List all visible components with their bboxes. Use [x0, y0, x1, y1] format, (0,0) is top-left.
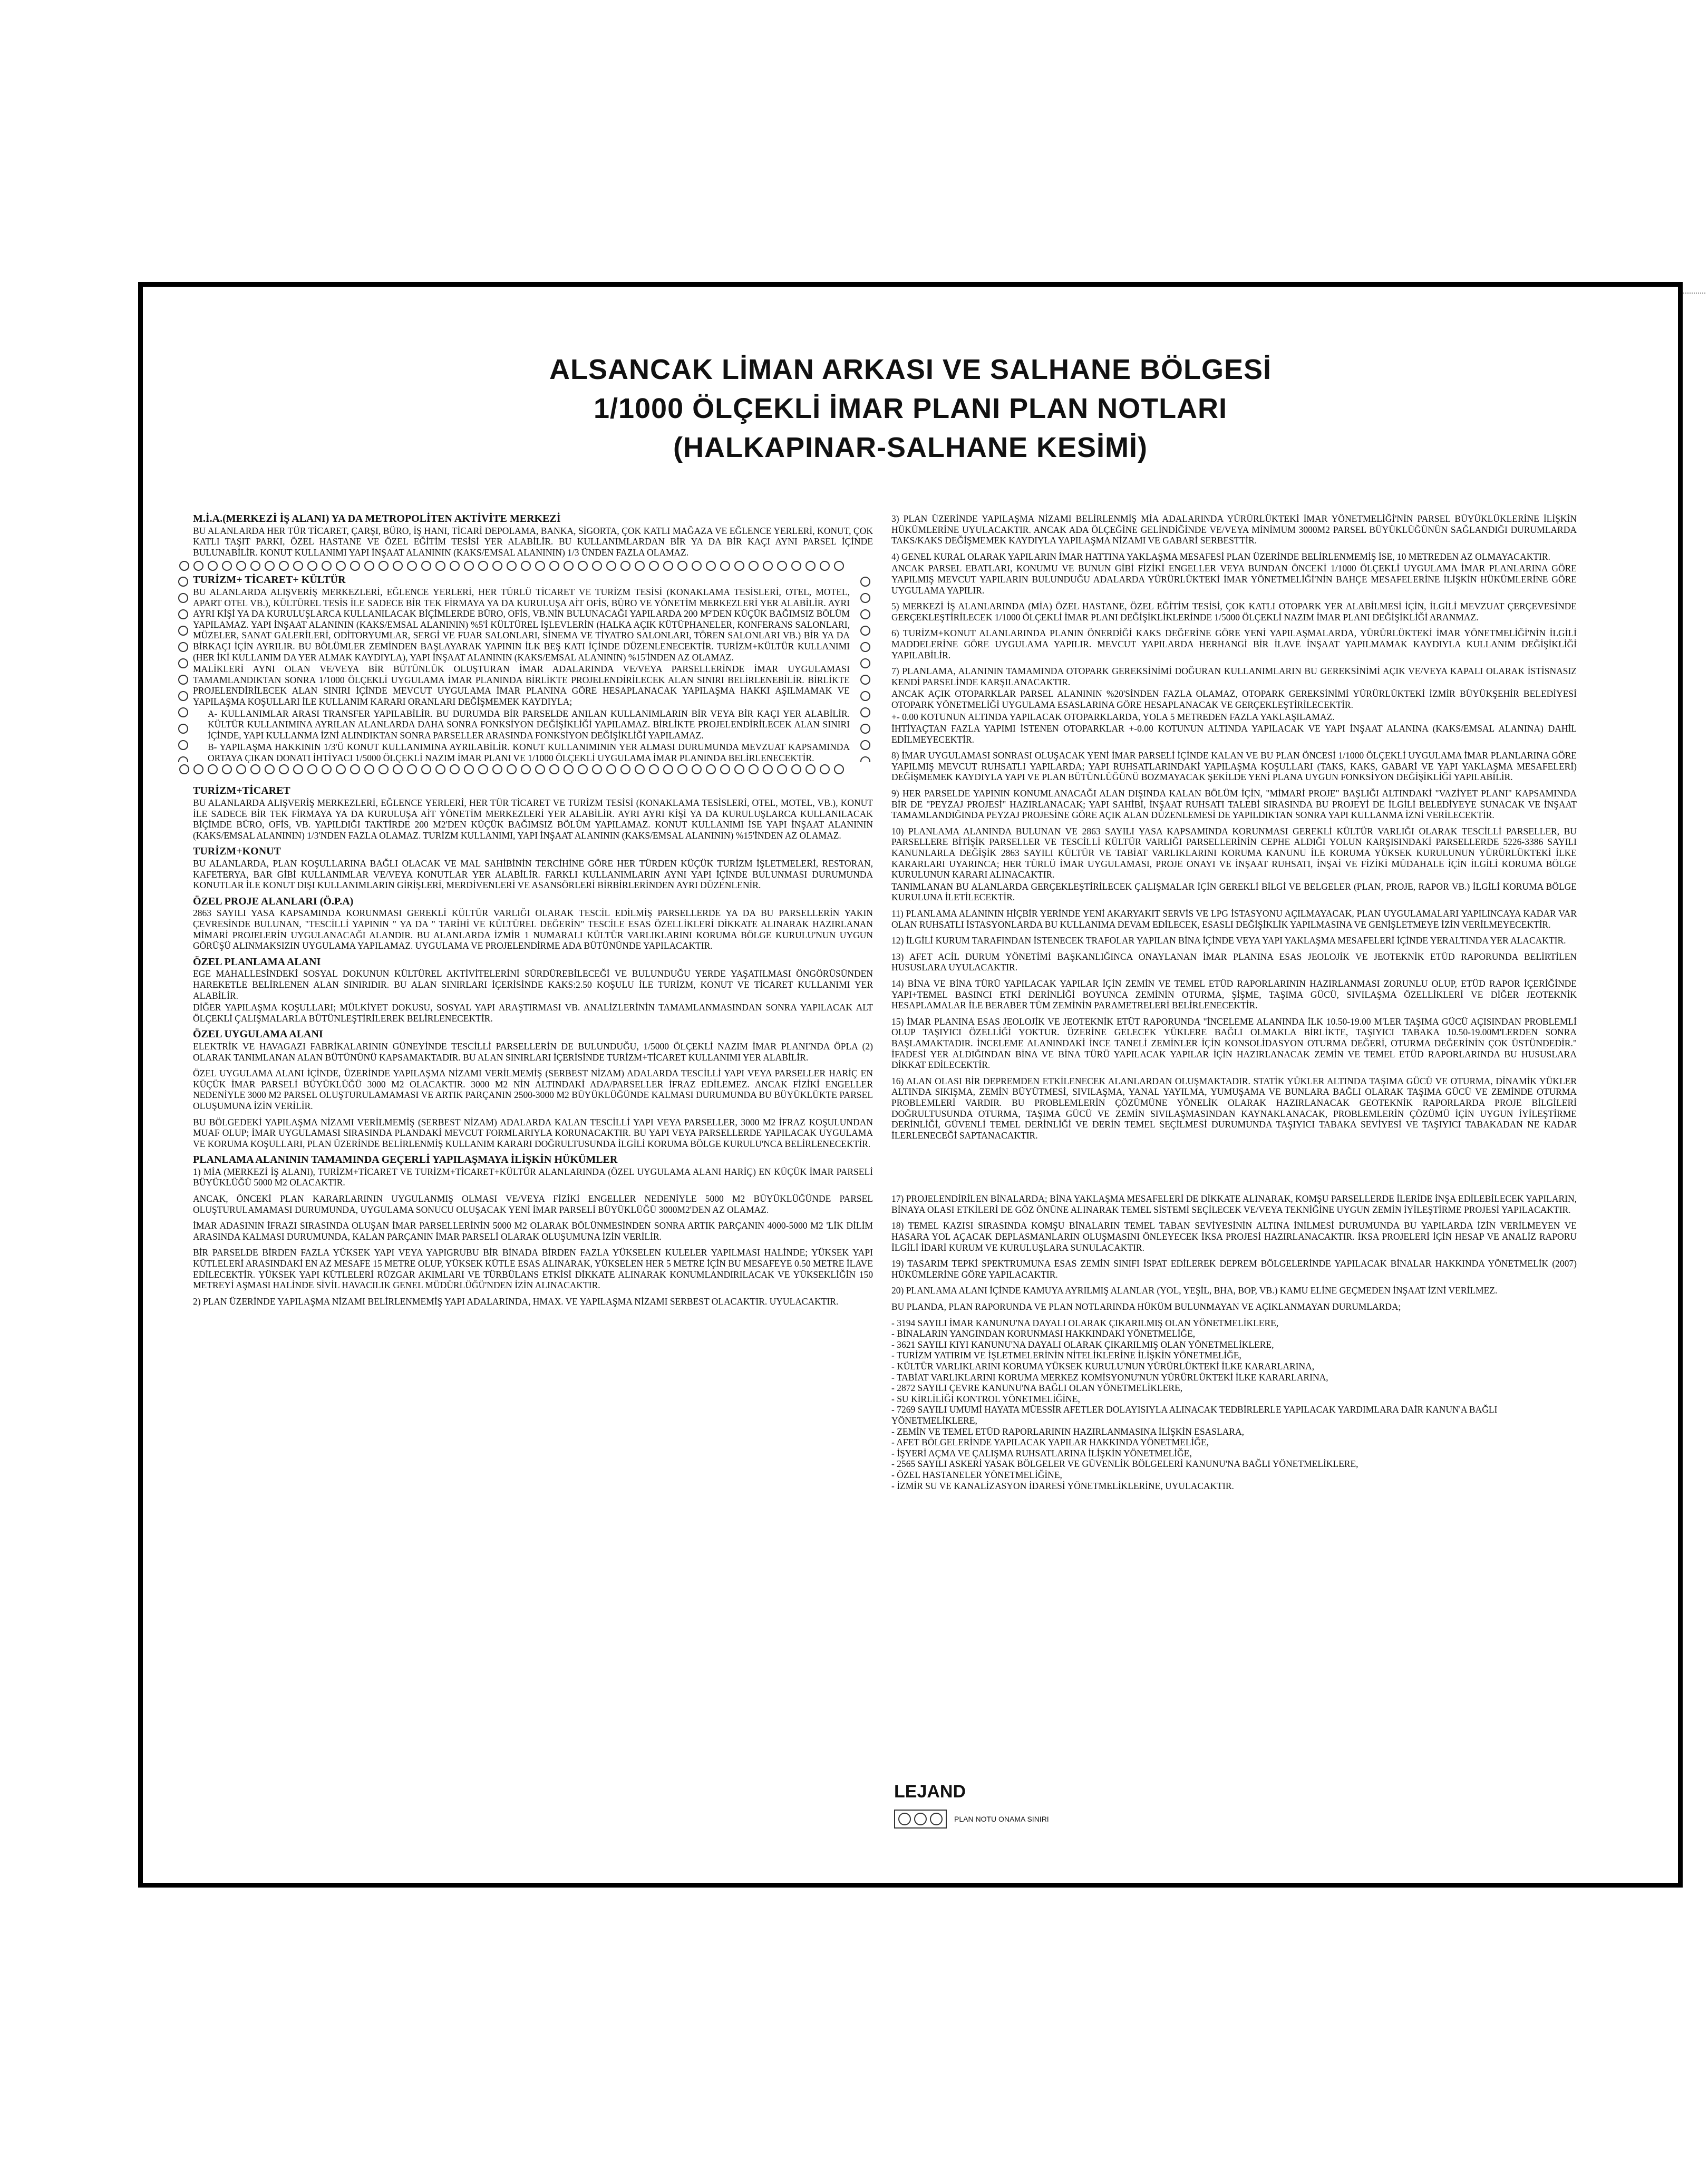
list-item: - İZMİR SU VE KANALİZASYON İDARESİ YÖNETMELİKLERİNE, UYULACAKTIR. — [891, 1480, 1234, 1491]
scan-edge-mark — [1679, 293, 1705, 294]
rule-8: 8) İMAR UYGULAMASI SONRASI OLUŞACAK YENİ İMAR PARSELİ İÇİNDE KALAN VE BU PLAN ÖNCESİ 1/1000 ÖLÇEKLİ UYGULAMA İMAR PLANLARINA GÖRE YAPILMIŞ MEVCUT RUHSATLI YAPILARDA; YAPI RUHSATLARINDAKİ YAPILAŞMA KOŞULLARI (TAKS, KAKS, GABARİ VE YAPI YAKLAŞMA MESAFELERİ) DEĞİŞMEMEK KAYDIYLA YAPI VE PLAN BÜTÜNLÜĞÜNÜ BOZMAYACAK ŞEKİLDE YENİ PLANA UYGUN FONKSİYON DEĞİŞİKLİĞİ YAPILABİLİR. — [891, 750, 1577, 783]
rule-18: 18) TEMEL KAZISI SIRASINDA KOMŞU BİNALARIN TEMEL TABAN SEVİYESİNİN ALTINA İNİLMESİ DURUMUNDA BU YAPILARDA İZİN VERİLMEYEN VE HASARA YOL AÇACAK DEPLASMANLARIN OLUŞMASINI ÖNLEYECEK İKSA PROJESİ HAZIRLANACAKTIR. İKSA PROJELERİ İÇİN HESAP VE ANALİZ RAPORU İLGİLİ İDARİ KURUM VE KURULUŞLARA SUNULACAKTIR. — [891, 1220, 1577, 1253]
list-item: - 2872 SAYILI ÇEVRE KANUNU'NA BAĞLI OLAN YÖNETMELİKLERE, — [891, 1383, 1183, 1394]
list-item: - TURİZM YATIRIM VE İŞLETMELERİNİN NİTELİKLERİNE İLİŞKİN YÖNETMELİĞE, — [891, 1350, 1241, 1361]
ttk-item-b: B- YAPILAŞMA HAKKININ 1/3'Ü KONUT KULLANIMINA AYRILABİLİR. KONUT KULLANIMININ YER ALMASI DURUMUNDA MEVZUAT KAPSAMINDA ORTAYA ÇIKAN DONATI İHTİYACI 1/5000 ÖLÇEKLİ NAZIM İMAR PLANI VE 1/1000 ÖLÇEKLİ UYGULAMA İMAR PLANINDA BELİRLENECEKTİR. — [208, 742, 850, 763]
rule-15: 15) İMAR PLANINA ESAS JEOLOJİK VE JEOTEKNİK ETÜT RAPORUNDA "İNCELEME ALANINDA İLK 10.50-19.00 M'LER TAŞIMA GÜCÜ AÇISINDAN PROBLEMLİ OLUP TAŞIYICI ÖZELLİĞİ YOKTUR. ÜZERİNE GELECEK YÜKLERE BAĞLI OLMAKLA BİRLİKTE, TAŞIYICI TABAKA 10.50-19.00M'LERDEN SONRA BAŞLAMAKTADIR. İNCELEME ALANINDAKİ İNCE TANELİ ZEMİNLER İÇİN KONSOLİDASYON OTURMA DEĞERİ, OTURMA DEĞERİNİN ÇOK ÜSTÜNDEDİR." İFADESİ YER ALDIĞINDAN BİNA VE BİNA TÜRÜ YAPILACAK YAPILAR İÇİN HAZIRLANACAK ZEMİN VE TEMEL ETÜD RAPORLARINDA BU HUSUSLARA DİKKAT EDİLECEKTİR. — [891, 1016, 1577, 1071]
tt-title: TURİZM+TİCARET — [193, 785, 290, 797]
list-item: - SU KİRLİLİĞİ KONTROL YÖNETMELİĞİNE, — [891, 1393, 1080, 1404]
oua-text-2: ÖZEL UYGULAMA ALANI İÇİNDE, ÜZERİNDE YAPILAŞMA NİZAMI VERİLMEMİŞ (SERBEST NİZAM) ADALARDA TESCİLLİ YAPI VEYA PARSELLER HARİÇ EN KÜÇÜK İMAR PARSELİ BÜYÜKLÜĞÜ 3000 M2 OLACAKTIR. 3000 M2 NİN ALTINDAKİ ADA/PARSELLER İFRAZ EDİLEMEZ. ANCAK FİZİKİ ENGELLER NEDENİYLE 3000 M2 PARSEL OLUŞTURULAMAMASI VE ARTIK PARÇANIN 2500-3000 M2 BÜYÜKLÜĞÜNDE KALMASI DURUMUNDA BU BÜYÜKLÜKTE PARSEL OLUŞUMUNA İZİN VERİLİR. — [193, 1068, 873, 1111]
left-column — [193, 513, 873, 1312]
subtitle-district: (HALKAPINAR-SALHANE KESİMİ) — [673, 432, 1148, 463]
ttk-text-2: MALİKLERİ AYNI OLAN VE/VEYA BİR BÜTÜNLÜK OLUŞTURAN İMAR ADALARINDA VE/VEYA PARSELLERİNDE İMAR UYGULAMASI TAMAMLANDIKTAN SONRA 1/1000 ÖLÇEKLİ UYGULAMA İMAR PLANINDA BİRLİKTE PROJELENDİRİLECEK ALAN SINIRI BELİRLENEBİLİR. BİRLİKTE PROJELENDİRİLECEK ALAN SINIRI İÇİNDE MEVCUT UYGULAMA İMAR PLANINA GÖRE HESAPLANACAK YAPILAŞMA HAKKI AŞILMAMAK VE YAPILAŞMA KOŞULLARI İLE KULLANIM KARARI ORANLARI DEĞİŞMEMEK KAYDIYLA; — [193, 664, 850, 707]
boundary-rings-icon — [894, 1810, 947, 1829]
rule-7d: İHTİYAÇTAN FAZLA YAPIMI İSTENEN OTOPARKLAR +-0.00 KOTUNUN ALTINDA YAPILACAK VE YAPI İNŞAAT ALANINA (KAKS/EMSAL ALANINA) DAHİL EDİLMEYECEKTİR. — [891, 723, 1577, 745]
boundary-bottom-rings — [179, 764, 850, 778]
fallback-intro: BU PLANDA, PLAN RAPORUNDA VE PLAN NOTLARINDA HÜKÜM BULUNMAYAN VE AÇIKLANMAYAN DURUMLARDA; — [891, 1301, 1401, 1312]
rule-14: 14) BİNA VE BİNA TÜRÜ YAPILACAK YAPILAR İÇİN ZEMİN VE TEMEL ETÜD RAPORLARININ HAZIRLANMASI ZORUNLU OLUP, ETÜD RAPOR İÇERİĞİNDE YAPI+TEMEL BASINCI ETKİ DERİNLİĞİ BOYUNCA ZEMİNİN OTURMA, ŞİŞME, TAŞIMA GÜCÜ, SIVILAŞMA ÖZELLİKLERİ VE DİĞER JEOTEKNİK HESAPLAMALAR İLE BERABER TÜM ZEMİNİN PARAMETRELERİ BELİRLENECEKTİR. — [891, 978, 1577, 1011]
rule-10b: TANIMLANAN BU ALANLARDA GERÇEKLEŞTİRİLECEK ÇALIŞMALAR İÇİN GEREKLİ BİLGİ VE BELGELER (PLAN, PROJE, RAPOR VB.) İLGİLİ KORUMA BÖLGE KURULUNA İLETİLECEKTİR. — [891, 881, 1577, 903]
legend — [894, 1782, 1049, 1829]
rule-1d: BİR PARSELDE BİRDEN FAZLA YÜKSEK YAPI VEYA YAPIGRUBU BİR BİNADA BİRDEN FAZLA YÜKSELEN KULELER YAPILMASI HALİNDE; YÜKSEK YAPI KÜTLELERİ ARASINDAKİ EN AZ MESAFE 15 METRE OLUP, YÜKSEK KÜTLE ESAS ALINARAK, YÜKSELEN HER 5 METRE İÇİN BU MESAFEYE 0.50 METRE İLAVE EDİLECEKTİR. YÜKSEK YAPI KÜTLELERİ RÜZGAR AKIMLARI VE TÜRBÜLANS ETKİSİ DİKKATE ALINARAK KONUMLANDIRILACAK VE YÜKSEKLİĞİN 150 METREYİ AŞMASI HALİNDE SİVİL HAVACILIK GENEL MÜDÜRLÜĞÜ'NDEN İZİN ALINACAKTIR. — [193, 1247, 873, 1291]
plan-notes-frame — [138, 282, 1683, 1888]
rule-16: 16) ALAN OLASI BİR DEPREMDEN ETKİLENECEK ALANLARDAN OLUŞMAKTADIR. STATİK YÜKLER ALTINDA TAŞIMA GÜCÜ VE OTURMA, DİNAMİK YÜKLER ALTINDA SIKIŞMA, ZEMİN BÜYÜTMESİ, SIVILAŞMA, YANAL YAYILMA, YUMUŞAMA VE BUNLARA BAĞLI OLARAK TAŞIMA GÜCÜ VE ZEMİNDE OTURMA PROBLEMLERİ VARDIR. BU PROBLEMLERİN ÇÖZÜMÜNE YÖNELİK OLARAK HAZIRLANACAK GEOTEKNİK RAPORLARDA PROJE BİLGİLERİ DOĞRULTUSUNDA OTURMA, TAŞIMA GÜCÜ VE ZEMİN SIVILAŞMASINDAN KAYNAKLANACAK, PROBLEMLERİN ÇÖZÜMÜ İÇİN UYGUN İYİLEŞTİRME DERİNLİĞİ, GÜVENLİ TEMEL DERİNLİĞİ VE DERİN TEMEL SEÇİLMESİ DURUMUNDA TAŞIYICI TABAKA SEVİYESİ VE TAŞIYICI TABAKADAN NE KADAR İLERLENECEĞİ SAPTANACAKTIR. — [891, 1075, 1577, 1141]
mia-title: M.İ.A.(MERKEZİ İŞ ALANI) YA DA METROPOLİTEN AKTİVİTE MERKEZİ — [193, 513, 561, 524]
boundary-top-rings — [179, 561, 850, 575]
rule-4b: ANCAK PARSEL EBATLARI, KONUMU VE BUNUN GİBİ FİZİKİ ENGELLER VEYA BUNDAN ÖNCEKİ 1/1000 ÖLÇEKLİ UYGULAMA İMAR PLANLARINA GÖRE YAPILMIŞ MEVCUT YAPILARIN BULUNDUĞU ADALARDA YÜRÜRLÜKTEKİ İMAR YÖNETMELİĞİ'NİN BAHÇE MESAFELERİNE İLİŞKİN HÜKÜMLERİNE GÖRE UYGULAMA YAPILIR. — [891, 563, 1577, 596]
rule-17: 17) PROJELENDİRİLEN BİNALARDA; BİNA YAKLAŞMA MESAFELERİ DE DİKKATE ALINARAK, KOMŞU PARSELLERDE İLERİDE İNŞA EDİLEBİLECEK YAPILARIN, BİNAYA OLASI ETKİLERİ DE GÖZ ÖNÜNE ALINARAK TEMEL SİSTEMİ SEÇİLECEK VE/VEYA TEKNİĞİNE UYGUN ZEMİN İYİLEŞTİRME PROJESİ YAPILACAKTIR. — [891, 1193, 1577, 1215]
list-item: - 3194 SAYILI İMAR KANUNU'NA DAYALI OLARAK ÇIKARILMIŞ OLAN YÖNETMELİKLERE, — [891, 1317, 1279, 1328]
oua-text-3: BU BÖLGEDEKİ YAPILAŞMA NİZAMI VERİLMEMİŞ (SERBEST NİZAM) ADALARDA KALAN TESCİLLİ YAPI VEYA PARSELLER, 3000 M2 İFRAZ KOŞULUNDAN MUAF OLUP; İMAR UYGULAMASI SIRASINDA PLANDAKİ MEVCUT FORMLARIYLA KORUNACAKTIR. BU YAPI VEYA PARSELLERDE YAPILACAK UYGULAMA VE KORUMA KOŞULLARI, PLAN ÜZERİNDE BELİRLENMİŞ KULLANIM KARARI DOĞRULTUSUNDA İLGİLİ KORUMA BÖLGE KURULU'NCA BELİRLENECEKTİR. — [193, 1116, 873, 1149]
legend-title: LEJAND — [894, 1782, 966, 1802]
list-item: - 3621 SAYILI KIYI KANUNU'NA DAYALI OLARAK ÇIKARILMIŞ OLAN YÖNETMELİKLERE, — [891, 1339, 1274, 1350]
rule-13: 13) AFET ACİL DURUM YÖNETİMİ BAŞKANLIĞINCA ONAYLANAN İMAR PLANINA ESAS JEOLOJİK VE JEOTEKNİK ETÜD RAPORUNDA BELİRTİLEN HUSUSLARA UYULACAKTIR. — [891, 951, 1577, 973]
rule-20: 20) PLANLAMA ALANI İÇİNDE KAMUYA AYRILMIŞ ALANLAR (YOL, YEŞİL, BHA, BOP, VB.) KAMU ELİNE GEÇMEDEN İNŞAAT İZNİ VERİLMEZ. — [891, 1285, 1498, 1296]
legend-label: PLAN NOTU ONAMA SINIRI — [954, 1815, 1049, 1823]
main-title: ALSANCAK LİMAN ARKASI VE SALHANE BÖLGESİ — [549, 354, 1272, 385]
rule-6: 6) TURİZM+KONUT ALANLARINDA PLANIN ÖNERDİĞİ KAKS DEĞERİNE GÖRE YENİ YAPILAŞMALARDA, YÜRÜRLÜKTEKİ İMAR YÖNETMELİĞİ'NİN İLGİLİ MADDELERİNE GÖRE UYGULAMA YAPILIR. MEVCUT YAPILARDA HERHANGİ BİR İLAVE İNŞAAT YAPILMAMAK KAYDIYLA KULLANIM DEĞİŞİKLİĞİ YAPILABİLİR. — [891, 628, 1577, 660]
list-item: - ÖZEL HASTANELER YÖNETMELİĞİNE, — [891, 1469, 1062, 1480]
rule-4: 4) GENEL KURAL OLARAK YAPILARIN İMAR HATTINA YAKLAŞMA MESAFESİ PLAN ÜZERİNDE BELİRLENMEMİŞ İSE, 10 METREDEN AZ OLMAYACAKTIR. — [891, 551, 1550, 562]
list-item: - ZEMİN VE TEMEL ETÜD RAPORLARININ HAZIRLANMASINA İLİŞKİN ESASLARA, — [891, 1426, 1245, 1437]
oua-text-1: ELEKTRİK VE HAVAGAZI FABRİKALARININ GÜNEYİNDE TESCİLLİ PARSELLERİN DE BULUNDUĞU, 1/5000 ÖLÇEKLİ NAZIM İMAR PLANI'NDA ÖPLA (2) OLARAK TANIMLANAN ALAN BÜTÜNÜNÜ KAPSAMAKTADIR. BU ALAN SINIRLARI İÇERİSİNDE TURİZM+TİCARET KULLANIMI YER ALABİLİR. — [193, 1040, 873, 1063]
mia-text: BU ALANLARDA HER TÜR TİCARET, ÇARŞI, BÜRO, İŞ HANI, TİCARİ DEPOLAMA, BANKA, SİGORTA, ÇOK KATLI MAĞAZA VE EĞLENCE YERLERİ, KONUT, ÇOK KATLI TAŞIT PARKI, ÖZEL HASTANE VE ÖZEL EĞİTİM TESİSİ YER ALABİLİR. BU KULLANIMLARDAN BİR YA DA BİR KAÇI AYNI PARSEL İÇİNDE BULUNABİLİR. KONUT KULLANIMI YAPI İNŞAAT ALANININ (KAKS/EMSAL ALANININ) 1/3 ÜNDEN FAZLA OLAMAZ. — [193, 525, 873, 558]
rule-9: 9) HER PARSELDE YAPININ KONUMLANACAĞI ALAN DIŞINDA KALAN BÖLÜM İÇİN, "MİMARİ PROJE" BAŞLIĞI ALTINDAKİ "VAZİYET PLANI" KAPSAMINDA BİR DE "PEYZAJ PROJESİ" HAZIRLANACAK; YAPI SAHİBİ, İNŞAAT RUHSATI TALEBİ SIRASINDA BU PROJEYİ DE İLGİLİ BELEDİYEYE SUNACAK VE İNŞAAT TAMAMLANDIĞINDA PEYZAJ PROJESİNE GÖRE AÇIK ALAN DÜZENLEMESİ DE YAPILDIKTAN SONRA YAPI KULLANMA İZNİ VERİLECEKTİR. — [891, 788, 1577, 821]
rule-1c: İMAR ADASININ İFRAZI SIRASINDA OLUŞAN İMAR PARSELLERİNİN 5000 M2 OLARAK BÖLÜNMESİNDEN SONRA ARTIK PARÇANIN 4000-5000 M2 'LİK DİLİM ARASINDA KALMASI DURUMUNDA, KALAN PARÇANIN İMAR PARSELİ OLARAK OLUŞUMUNA İZİN VERİLİR. — [193, 1220, 873, 1242]
boundary-left-rings — [178, 577, 189, 762]
list-item: - AFET BÖLGELERİNDE YAPILACAK YAPILAR HAKKINDA YÖNETMELİĞE, — [891, 1437, 1209, 1448]
rule-11: 11) PLANLAMA ALANININ HİÇBİR YERİNDE YENİ AKARYAKIT SERVİS VE LPG İSTASYONU AÇILMAYACAK, PLAN UYGULAMALARI YAPILINCAYA KADAR VAR OLAN RUHSATLI İSTASYONLARDA BU KULLANIMA DEVAM EDİLECEK, ESASLI DEĞİŞİKLİK YAPILMASINA VE GENİŞLETMEYE İZİN VERİLMEYECEKTİR. — [891, 908, 1577, 930]
boundary-right-rings — [860, 577, 871, 762]
rule-7c: +- 0.00 KOTUNUN ALTINDA YAPILACAK OTOPARKLARDA, YOLA 5 METREDEN FAZLA YAKLAŞILAMAZ. — [891, 711, 1335, 722]
opl-title: ÖZEL PLANLAMA ALANI — [193, 956, 321, 968]
rule-1: 1) MİA (MERKEZİ İŞ ALANI), TURİZM+TİCARET VE TURİZM+TİCARET+KÜLTÜR ALANLARINDA (ÖZEL UYGULAMA ALANI HARİÇ) EN KÜÇÜK İMAR PARSELİ BÜYÜKLÜĞÜ 5000 M2 OLACAKTIR. — [193, 1166, 873, 1188]
rule-1b: ANCAK, ÖNCEKİ PLAN KARARLARININ UYGULANMIŞ OLMASI VE/VEYA FİZİKİ ENGELLER NEDENİYLE 5000 M2 BÜYÜKLÜĞÜNDE PARSEL OLUŞTURULAMAMASI DURUMUNDA, UYGULAMA SONUCU OLUŞACAK YENİ İMAR PARSELİ BÜYÜKLÜĞÜ 3000M2'DEN AZ OLAMAZ. — [193, 1193, 873, 1215]
list-item: - 2565 SAYILI ASKERİ YASAK BÖLGELER VE GÜVENLİK BÖLGELERİ KANUNU'NA BAĞLI YÖNETMELİKLERE, — [891, 1458, 1358, 1470]
rule-10: 10) PLANLAMA ALANINDA BULUNAN VE 2863 SAYILI YASA KAPSAMINDA KORUNMASI GEREKLİ KÜLTÜR VARLIĞI OLARAK TESCİLLİ PARSELLER, BU PARSELLERE BİTİŞİK PARSELLER VE TESCİLLİ KÜLTÜR VARLIĞI PARSELLERİNİN CEPHE ALDIĞI YOLUN KARŞISINDAKİ PARSELLERDE 5226-3386 SAYILI KANUNLARLA DEĞİŞİK 2863 SAYILI KÜLTÜR VE TABİAT VARLIKLARINI KORUMA KANUNU İLE KORUMA YÜKSEK KURULUNUN YÜRÜRLÜKTEKİ İLKE KARARLARI UYARINCA; HER TÜRLÜ İMAR UYGULAMASI, PROJE ONAYI VE İNŞAAT RUHSATI, İNŞAİ VE FİZİKİ MÜDAHALE İÇİN İLGİLİ KORUMA BÖLGE KURULUNUN KARARI ALINACAKTIR. — [891, 825, 1577, 880]
opa-text: 2863 SAYILI YASA KAPSAMINDA KORUNMASI GEREKLİ KÜLTÜR VARLIĞI OLARAK TESCİL EDİLMİŞ PARSELLERDE YA DA BU PARSELLERİN YAKIN ÇEVRESİNDE BULUNAN, "TESCİLLİ YAPININ " YA DA " TARİHİ VE KÜLTÜREL DEĞERİN" TESCİLE ESAS ÖZELLİKLERİ DİKKATE ALINARAK HAZIRLANAN MİMARİ PROJELERİN UYGULANACAĞI ALANDIR. BU ALANLARDA İZMİR 1 NUMARALI KÜLTÜR VARLIKLARINI KORUMA BÖLGE KURULU'NUN UYGUN GÖRÜŞÜ ALINMAKSIZIN UYGULAMA YAPILAMAZ. UYGULAMA VE PROJELENDİRME ADA BÜTÜNÜNDE YAPILACAKTIR. — [193, 908, 873, 951]
ttk-title: TURİZM+ TİCARET+ KÜLTÜR — [193, 574, 346, 586]
legend-row — [894, 1810, 1049, 1829]
subtitle-scale: 1/1000 ÖLÇEKLİ İMAR PLANI PLAN NOTLARI — [593, 393, 1228, 424]
tk-text: BU ALANLARDA, PLAN KOŞULLARINA BAĞLI OLACAK VE MAL SAHİBİNİN TERCİHİNE GÖRE HER TÜRDEN KÜÇÜK TURİZM İŞLETMELERİ, RESTORAN, KAFETERYA, BAR GİBİ KULLANIMLAR VE/VEYA KONUTLAR YER ALABİLİR. FARKLI KULLANIMLARIN AYNI YAPI İÇİNDE BULUNMASI DURUMUNDA KONUTLAR İLE KONUT DIŞI KULLANIMLARIN GİRİŞLERİ, MERDİVENLERİ VE ASANSÖRLERİ BİRBİRLERİNDEN AYRI DÜZENLENİR. — [193, 858, 873, 891]
rule-12: 12) İLGİLİ KURUM TARAFINDAN İSTENECEK TRAFOLAR YAPILAN BİNA İÇİNDE VEYA YAPI YAKLAŞMA MESAFELERİ İÇİNDE YERALTINDA YER ALACAKTIR. — [891, 935, 1566, 946]
list-item: - TABİAT VARLIKLARINI KORUMA MERKEZ KOMİSYONU'NUN YÜRÜRLÜKTEKİ İLKE KARARLARINA, — [891, 1372, 1328, 1383]
rule-7b: ANCAK AÇIK OTOPARKLAR PARSEL ALANININ %20'SİNDEN FAZLA OLAMAZ, OTOPARK GEREKSİNİMİ YÜRÜRLÜKTEKİ İZMİR BÜYÜKŞEHİR BELEDİYESİ OTOPARK YÖNETMELİĞİ UYGULAMA ESASLARINA GÖRE HESAPLANACAK VE GERÇEKLEŞTİRİLECEKTİR. — [891, 688, 1577, 710]
laws-list — [891, 1318, 1577, 1492]
general-rules-title: PLANLAMA ALANININ TAMAMINDA GEÇERLİ YAPILAŞMAYA İLİŞKİN HÜKÜMLER — [193, 1154, 618, 1166]
title-block — [143, 350, 1678, 467]
rule-19: 19) TASARIM TEPKİ SPEKTRUMUNA ESAS ZEMİN SINIFI İSPAT EDİLEREK DEPREM BÖLGELERİNDE YAPILACAK BİNALAR HAKKINDA YÖNETMELİK (2007) HÜKÜMLERİNE GÖRE YAPILACAKTIR. — [891, 1258, 1577, 1280]
rule-7: 7) PLANLAMA, ALANININ TAMAMINDA OTOPARK GEREKSİNİMİ DOĞURAN KULLANIMLARIN BU GEREKSİNİMİ AÇIK VE/VEYA KAPALI OLARAK İSTİSNASIZ KENDİ PARSELİNDE KARŞILANACAKTIR. — [891, 666, 1577, 687]
rule-3: 3) PLAN ÜZERİNDE YAPILAŞMA NİZAMI BELİRLENMİŞ MİA ADALARINDA YÜRÜRLÜKTEKİ İMAR YÖNETMELİĞİ'NİN PARSEL BÜYÜKLÜKLERİNE İLİŞKİN HÜKÜMLERİNE UYULACAKTIR. ANCAK ADA ÖLÇEĞİNE GELİNDİĞİNDE VE/VEYA MİNİMUM 3000M2 PARSEL BÜYÜKLÜĞÜNÜN SAĞLANDIĞI DURUMLARDA TAKS/KAKS DEĞİŞMEMEK KAYDIYLA YAPILAŞMA NİZAMI VE GABARİ SERBESTTİR. — [891, 513, 1577, 546]
list-item: - 7269 SAYILI UMUMİ HAYATA MÜESSİR AFETLER DOLAYISIYLA ALINACAK TEDBİRLERLE YAPILACAK YARDIMLARA DAİR KANUN'A BAĞLI YÖNETMELİKLERE, — [891, 1404, 1498, 1426]
right-column — [891, 513, 1577, 1491]
list-item: - BİNALARIN YANGINDAN KORUNMASI HAKKINDAKİ YÖNETMELİĞE, — [891, 1328, 1196, 1339]
opl-text: EGE MAHALLESİNDEKİ SOSYAL DOKUNUN KÜLTÜREL AKTİVİTELERİNİ SÜRDÜREBİLECEĞİ VE BULUNDUĞU YERDE YAŞATILMASI ÖNGÖRÜSÜNDEN HAREKETLE BELİRLENEN ALAN SINIRIDIR. BU ALAN SINIRLARI İÇERİSİNDE KAKS:2.50 KOŞULU İLE TURİZM, KONUT VE TİCARET KULLANIMI YER ALABİLİR. — [193, 968, 873, 1001]
opa-title: ÖZEL PROJE ALANLARI (Ö.P.A) — [193, 895, 354, 907]
ttk-text: BU ALANLARDA ALIŞVERİŞ MERKEZLERİ, EĞLENCE YERLERİ, HER TÜRLÜ TİCARET VE TURİZM TESİSİ (KONAKLAMA TESİSLERİ, OTEL, MOTEL, APART OTEL VB.), KÜLTÜREL TESİS İLE SADECE BİR TEK FİRMAYA YA DA KURULUŞA AİT OFİS, BÜRO VE YÖNETİM MERKEZLERİ YER ALABİLİR. AYRI AYRI KİŞİ YA DA KURULUŞLARCA KULLANILACAK BİÇİMLERDE BÜRO, OFİS, VB.NİN BULUNACAĞI YAPILARDA 200 M²'DEN KÜÇÜK BAĞIMSIZ BÖLÜM YAPILAMAZ. YAPI İNŞAAT ALANININ (KAKS/EMSAL ALANININ) %5'İ KÜLTÜREL İŞLEVLERİN (HALKA AÇIK KÜTÜPHANELER, KONFERANS SALONLARI, MÜZELER, SANAT GALERİLERİ, ODİTORYUMLAR, SERGİ VE FUAR SALONLARI, SİNEMA VE TİYATRO SALONLARI, TÖREN SALONLARI VB.) BİR YA DA BİRKAÇI İÇİN AYRILIR. BU BÖLÜMLER ZEMİNDEN BAŞLAYARAK YAPININ İLK BEŞ KATI İÇİNDE DÜZENLENECEKTİR. TURİZM+KÜLTÜR KULLANIMI (HER İKİ KULLANIM DA YER ALMAK KAYDIYLA), YAPI İNŞAAT ALANININ (KAKS/EMSAL ALANININ) %15'İNDEN AZ OLAMAZ. — [193, 586, 850, 663]
oua-title: ÖZEL UYGULAMA ALANI — [193, 1028, 323, 1040]
opl-text-2: DİĞER YAPILAŞMA KOŞULLARI; MÜLKİYET DOKUSU, SOSYAL YAPI ARAŞTIRMASI VB. ANALİZLERİNİN TAMAMLANMASINDAN SONRA YAPILACAK ALT ÖLÇEKLİ ÇALIŞMALARLA BÜTÜNLEŞTİRİLEREK BELİRLENECEKTİR. — [193, 1002, 873, 1024]
ttk-item-a: A- KULLANIMLAR ARASI TRANSFER YAPILABİLİR. BU DURUMDA BİR PARSELDE ANILAN KULLANIMLARIN BİR VEYA BİR KAÇI YER ALABİLİR. KÜLTÜR KULLANIMINA AYRILAN ALANLARDA DAHA SONRA FONKSİYON DEĞİŞİKLİĞİ YAPILAMAZ. BİRLİKTE PROJELENDİRİLECEK ALAN SINIRI İÇİNDE, YAPI KULLANMA İZNİ ALINDIKTAN SONRA PARSELLER ARASINDA FONKSİYON DEĞİŞİKLİĞİ YAPILAMAZ. — [208, 708, 850, 741]
list-item: - KÜLTÜR VARLIKLARINI KORUMA YÜKSEK KURULU'NUN YÜRÜRLÜKTEKİ İLKE KARARLARINA, — [891, 1361, 1315, 1372]
rule-5: 5) MERKEZİ İŞ ALANLARINDA (MİA) ÖZEL HASTANE, ÖZEL EĞİTİM TESİSİ, ÇOK KATLI OTOPARK YER ALABİLMESİ İÇİN, İLGİLİ MEVZUAT ÇERÇEVESİNDE GERÇEKLEŞTİRİLECEK 1/1000 ÖLÇEKLİ İMAR PLANI DEĞİŞİKLİKLERİNDE 1/5000 ÖLÇEKLİ NAZIM İMAR PLANI DEĞİŞİKLİĞİ ARANMAZ. — [891, 601, 1577, 623]
tt-text: BU ALANLARDA ALIŞVERİŞ MERKEZLERİ, EĞLENCE YERLERİ, HER TÜR TİCARET VE TURİZM TESİSİ (KONAKLAMA TESİSLERİ, OTEL, MOTEL, VB.), KONUT İLE SADECE BİR TEK FİRMAYA YA DA KURULUŞA AİT YÖNETİM MERKEZLERİ YER ALABİLİR. AYRI AYRI KİŞİ YA DA KURULUŞLARCA KULLANILACAK BİÇİMDE BÜRO, OFİS, VB. YAPILDIĞI TAKTİRDE 200 M2'DEN KÜÇÜK BAĞIMSIZ BÖLÜM YAPILAMAZ. KONUT KULLANIMI İSE YAPI İNŞAAT ALANININ (KAKS/EMSAL ALANININ) 1/3'NDEN FAZLA OLAMAZ. TURİZM KULLANIMI, YAPI İNŞAAT ALANININ (KAKS/EMSAL ALANININ) %15'İNDEN AZ OLAMAZ. — [193, 798, 873, 841]
approval-boundary-box — [193, 559, 873, 780]
tk-title: TURİZM+KONUT — [193, 845, 281, 858]
list-item: - İŞYERİ AÇMA VE ÇALIŞMA RUHSATLARINA İLİŞKİN YÖNETMELİĞE, — [891, 1447, 1192, 1458]
rule-2: 2) PLAN ÜZERİNDE YAPILAŞMA NİZAMI BELİRLENMEMİŞ YAPI ADALARINDA, HMAX. VE YAPILAŞMA NİZAMI SERBEST OLACAKTIR. UYULACAKTIR. — [193, 1296, 839, 1307]
